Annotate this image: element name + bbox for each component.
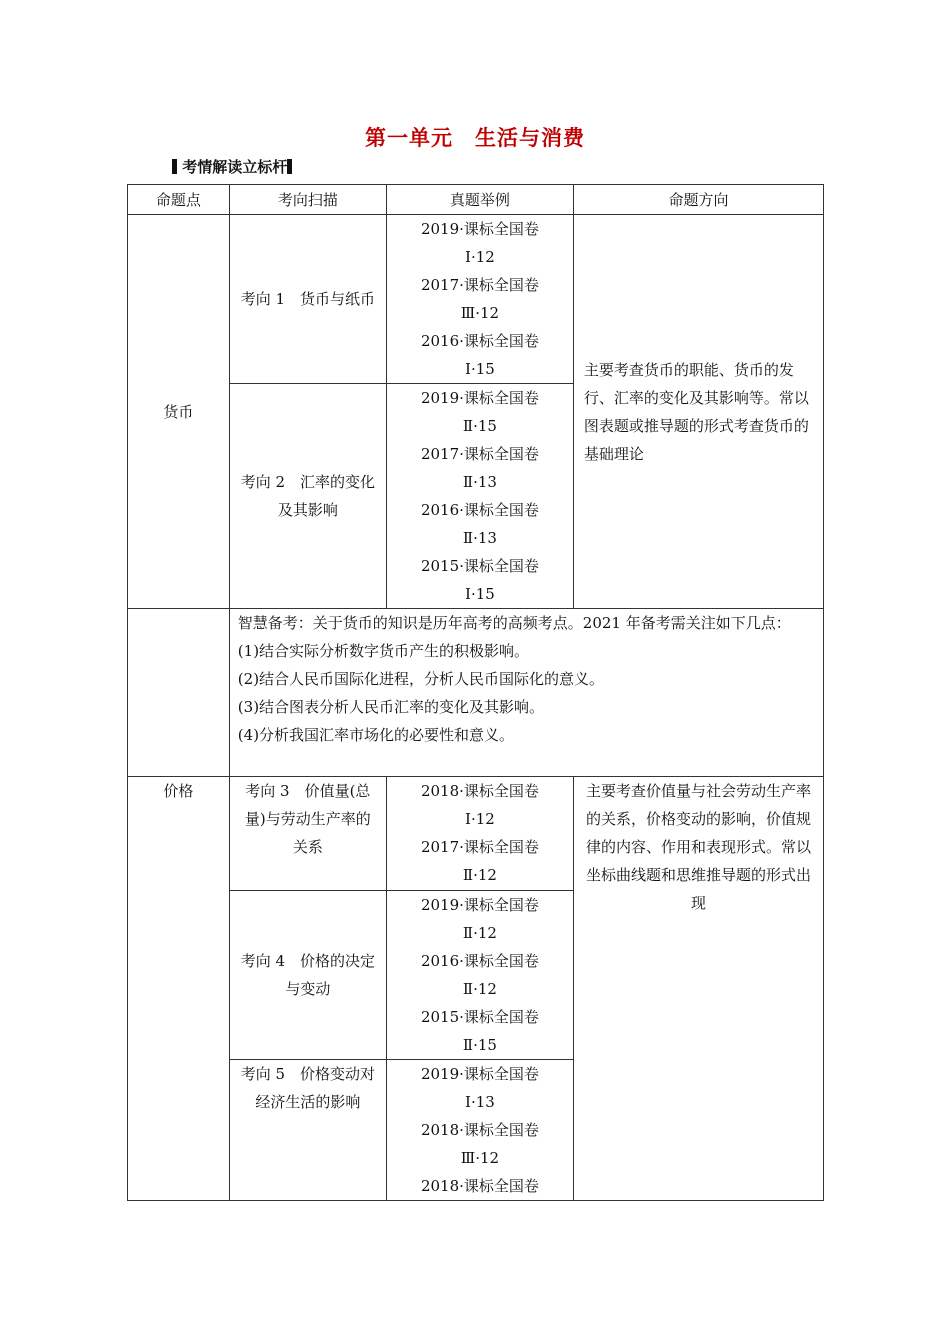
exam-item: Ⅱ·13 <box>462 473 497 491</box>
exam-item: 2017·课标全国卷 <box>420 445 539 463</box>
topic-2: 考向 2 汇率的变化及其影响 <box>229 384 386 609</box>
topic-3-examples <box>386 777 573 891</box>
exam-item: Ⅱ·12 <box>462 980 497 998</box>
note-line: (2)结合人民币国际化进程，分析人民币国际化的意义。 <box>237 670 605 688</box>
table-row <box>128 777 824 891</box>
exam-item: Ⅱ·12 <box>462 866 497 884</box>
topic-5: 考向 5 价格变动对经济生活的影响 <box>229 1060 386 1201</box>
exam-item: Ⅲ·12 <box>460 1149 500 1167</box>
exam-item: 2018·课标全国卷 <box>420 1177 539 1195</box>
topic-1-examples <box>386 215 573 384</box>
exam-item: Ⅱ·12 <box>462 924 497 942</box>
heading-bar-left <box>172 159 177 174</box>
exam-item: 2016·课标全国卷 <box>420 501 539 519</box>
exam-item: 2015·课标全国卷 <box>420 1008 539 1026</box>
exam-item: Ⅰ·15 <box>465 360 495 378</box>
exam-analysis-table <box>127 184 824 1201</box>
section-heading <box>172 156 292 177</box>
exam-item: Ⅰ·15 <box>465 585 495 603</box>
topic-5-examples <box>386 1060 573 1201</box>
note-line: (4)分析我国汇率市场化的必要性和意义。 <box>237 726 515 744</box>
table-row <box>128 215 824 384</box>
exam-item: Ⅱ·15 <box>462 1036 497 1054</box>
heading-bar-right <box>287 159 292 174</box>
exam-item: 2018·课标全国卷 <box>420 782 539 800</box>
exam-item: 2019·课标全国卷 <box>420 220 539 238</box>
exam-item: 2019·课标全国卷 <box>420 1065 539 1083</box>
topic-4-examples <box>386 891 573 1060</box>
topic-2-examples <box>386 384 573 609</box>
exam-item: Ⅱ·15 <box>462 417 497 435</box>
header-direction: 命题方向 <box>573 185 823 215</box>
note-left-empty <box>128 609 230 777</box>
exam-item: Ⅰ·12 <box>465 810 495 828</box>
exam-item: 2019·课标全国卷 <box>420 896 539 914</box>
table-row <box>128 609 824 777</box>
point-price: 价格 <box>128 777 230 1201</box>
direction-price: 主要考查价值量与社会劳动生产率的关系，价格变动的影响，价值规律的内容、作用和表现形式。常以坐标曲线题和思维推导题的形式出现 <box>573 777 823 1201</box>
exam-item: 2017·课标全国卷 <box>420 276 539 294</box>
note-line: (3)结合图表分析人民币汇率的变化及其影响。 <box>237 698 545 716</box>
exam-item: Ⅰ·12 <box>465 248 495 266</box>
page-title: 第一单元 生活与消费 <box>365 125 585 150</box>
header-point: 命题点 <box>128 185 230 215</box>
exam-item: 2016·课标全国卷 <box>420 952 539 970</box>
exam-item: Ⅱ·13 <box>462 529 497 547</box>
table-header-row <box>128 185 824 215</box>
header-examples: 真题举例 <box>386 185 573 215</box>
exam-item: Ⅰ·13 <box>465 1093 495 1111</box>
topic-1: 考向 1 货币与纸币 <box>229 215 386 384</box>
topic-4: 考向 4 价格的决定与变动 <box>229 891 386 1060</box>
note-line: (1)结合实际分析数字货币产生的积极影响。 <box>237 642 530 660</box>
topic-3: 考向 3 价值量(总量)与劳动生产率的关系 <box>229 777 386 891</box>
note-line: 智慧备考：关于货币的知识是历年高考的高频考点。2021 年备考需关注如下几点： <box>237 614 791 632</box>
point-money: 货币 <box>128 215 230 609</box>
exam-item: 2018·课标全国卷 <box>420 1121 539 1139</box>
exam-item: 2019·课标全国卷 <box>420 389 539 407</box>
study-note <box>229 609 823 777</box>
exam-item: 2015·课标全国卷 <box>420 557 539 575</box>
header-scan: 考向扫描 <box>229 185 386 215</box>
direction-money: 主要考查货币的职能、货币的发行、汇率的变化及其影响等。常以图表题或推导题的形式考查货币的基础理论 <box>573 215 823 609</box>
exam-item: 2017·课标全国卷 <box>420 838 539 856</box>
exam-item: Ⅲ·12 <box>460 304 500 322</box>
exam-item: 2016·课标全国卷 <box>420 332 539 350</box>
section-heading-text: 考情解读立标杆 <box>182 158 288 176</box>
